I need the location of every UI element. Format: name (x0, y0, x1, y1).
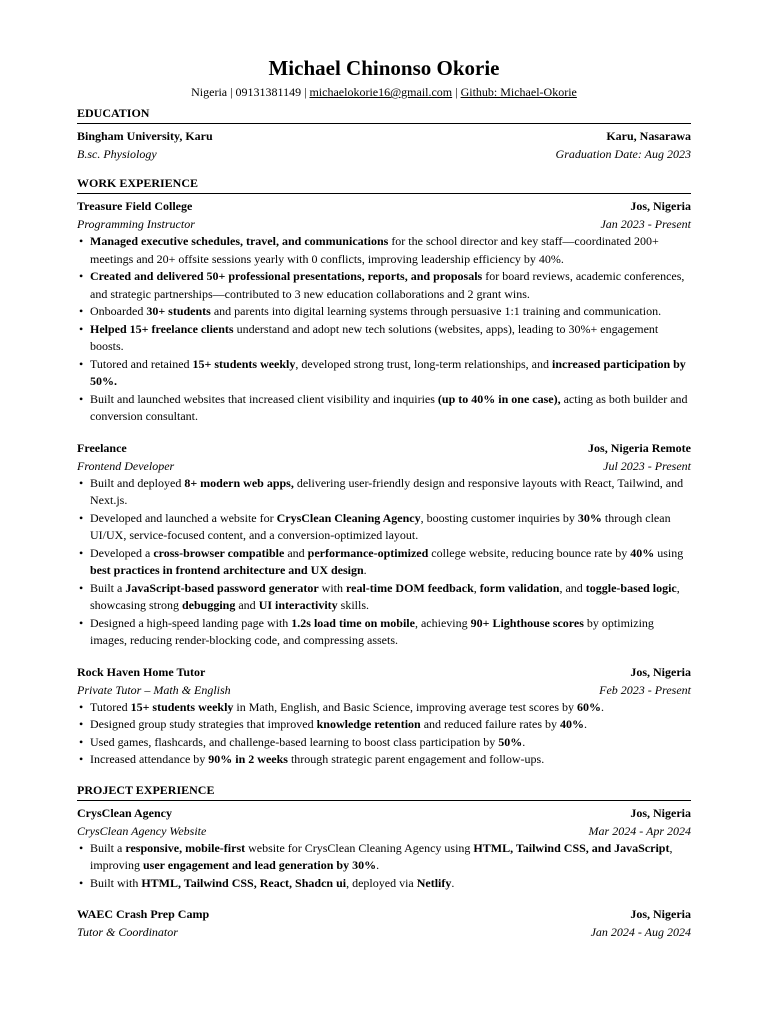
entry (77, 804, 691, 893)
bullet-text-segment: (up to 40% in one case), (437, 391, 561, 406)
entry-organization: CrysClean Agency (77, 805, 172, 820)
contact-prefix: Nigeria | 09131381149 | (191, 85, 310, 99)
bullet-text-segment: , deployed via (346, 875, 417, 890)
entry-dates: Feb 2023 - Present (599, 682, 691, 697)
bullet-list (77, 233, 691, 426)
bullet-text-segment: Created and delivered 50+ professional presentations, reports, and proposals (90, 269, 483, 283)
github-link[interactable]: Github: Michael-Okorie (460, 85, 577, 99)
bullet-text-segment: 40% (630, 545, 655, 560)
graduation-date: Graduation Date: Aug 2023 (555, 147, 691, 161)
entry-role-row (77, 681, 691, 699)
entry-role-row (77, 215, 691, 233)
bullet-item (90, 321, 691, 356)
bullet-text-segment: HTML, Tailwind CSS, and JavaScript (473, 840, 670, 855)
bullet-text-segment: best practices in frontend architecture and UX design (90, 563, 364, 577)
bullet-text-segment: website for CrysClean Cleaning Agency using (245, 840, 474, 855)
bullet-text-segment: Tutored (90, 699, 131, 714)
entry-dates: Mar 2024 - Apr 2024 (588, 823, 691, 838)
bullet-text-segment: and reduced failure rates by (420, 717, 560, 731)
bullet-text-segment: 8+ modern web apps, (184, 475, 294, 490)
bullet-list (77, 475, 691, 650)
bullet-text-segment: performance-optimized (307, 545, 429, 560)
entry-role-row (77, 923, 691, 941)
bullet-item (90, 268, 691, 303)
bullet-text-segment: user engagement and lead generation by 30% (143, 858, 377, 872)
bullet-item (90, 303, 691, 321)
bullet-text-segment: 90% in 2 weeks (208, 752, 288, 766)
bullet-text-segment: UI interactivity (258, 598, 338, 612)
bullet-text-segment: acting as both builder and conversion consultant. (90, 391, 688, 423)
work-section (77, 176, 691, 769)
entry-role: Tutor & Coordinator (77, 925, 178, 939)
bullet-text-segment: Built a (90, 580, 126, 595)
entry-organization: WAEC Crash Prep Camp (77, 907, 210, 921)
bullet-text-segment: and (284, 545, 308, 560)
entry (77, 663, 691, 769)
entry-role: CrysClean Agency Website (77, 823, 207, 838)
bullet-item (90, 391, 691, 426)
education-section (77, 106, 691, 163)
bullet-item (90, 545, 691, 580)
entry-header-row (77, 905, 691, 923)
contact-separator: | (452, 85, 461, 99)
entry (77, 905, 691, 941)
bullet-list (77, 840, 691, 893)
bullet-text-segment: , developed strong trust, long-term relationships, and (295, 356, 553, 371)
bullet-text-segment: . (363, 563, 367, 577)
work-entries (77, 197, 691, 769)
bullet-item (90, 840, 691, 875)
bullet-text-segment: through strategic parent engagement and follow-ups. (287, 752, 545, 766)
bullet-text-segment: and (235, 598, 259, 612)
bullet-text-segment: JavaScript-based password generator (125, 580, 319, 595)
school-name: Bingham University, Karu (77, 129, 213, 143)
bullet-text-segment: toggle-based logic (585, 580, 677, 595)
bullet-text-segment: knowledge retention (316, 717, 421, 731)
bullet-text-segment: 90+ Lighthouse scores (470, 615, 584, 630)
entry-role: Private Tutor – Math & English (77, 682, 231, 697)
bullet-text-segment: 15+ students weekly (130, 699, 234, 714)
school-location: Karu, Nasarawa (606, 129, 691, 143)
project-section (77, 783, 691, 942)
bullet-text-segment: Increased attendance by (90, 752, 209, 766)
entry-role: Programming Instructor (77, 217, 195, 231)
degree: B.sc. Physiology (77, 147, 157, 161)
bullet-text-segment: in Math, English, and Basic Science, improving average test scores by (233, 699, 578, 714)
bullet-text-segment: . (601, 699, 605, 714)
entry-role-row (77, 457, 691, 475)
bullet-item (90, 580, 691, 615)
bullet-item (90, 699, 691, 717)
entry-dates: Jul 2023 - Present (603, 458, 691, 473)
education-degree-row (77, 145, 691, 163)
bullet-item (90, 875, 691, 893)
bullet-item (90, 475, 691, 510)
bullet-text-segment: for board reviews, academic conferences, and strategic partnerships—contributed to 3 new education collaborations and 2 grant wins. (90, 269, 685, 301)
bullet-text-segment: Built and deployed (90, 475, 185, 490)
bullet-text-segment: responsive, mobile-first (125, 840, 246, 855)
project-entries (77, 804, 691, 942)
entry-organization: Rock Haven Home Tutor (77, 664, 206, 679)
bullet-text-segment: Managed executive schedules, travel, and communications (90, 234, 389, 248)
bullet-text-segment: for the school director and key staff—coordinated 200+ meetings and 20+ offsite sessions yearly with 0 conflicts, improving leadership efficiency by 40%. (90, 234, 659, 266)
bullet-text-segment: form validation (479, 580, 560, 595)
bullet-text-segment: 60% (577, 699, 602, 714)
entry-header-row (77, 663, 691, 681)
entry-header-row (77, 804, 691, 822)
bullet-text-segment: Developed and launched a website for (90, 510, 277, 525)
bullet-item (90, 615, 691, 650)
bullet-item (90, 233, 691, 268)
bullet-text-segment: Designed a high-speed landing page with (90, 615, 292, 630)
entry-location: Jos, Nigeria (630, 907, 691, 921)
entry-role-row (77, 822, 691, 840)
bullet-text-segment: Onboarded (90, 304, 147, 318)
bullet-item (90, 510, 691, 545)
bullet-text-segment: . (584, 717, 587, 731)
bullet-text-segment: delivering user-friendly design and responsive layouts with React, Tailwind, and Next.js. (90, 475, 684, 507)
bullet-text-segment: , showcasing strong (90, 580, 680, 612)
contact-line (77, 84, 691, 100)
entry-location: Jos, Nigeria Remote (588, 440, 691, 455)
bullet-text-segment: real-time DOM feedback (346, 580, 474, 595)
bullet-text-segment: Tutored and retained (90, 356, 193, 371)
bullet-text-segment: , and (559, 580, 586, 595)
bullet-text-segment: Used games, flashcards, and challenge-based learning to boost class participation by (90, 734, 499, 749)
bullet-text-segment: , improving (90, 840, 673, 872)
bullet-text-segment: 40% (560, 717, 584, 731)
bullet-item (90, 356, 691, 391)
entry-location: Jos, Nigeria (630, 805, 691, 820)
bullet-text-segment: understand and adopt new tech solutions (websites, apps), leading to 30%+ engagement boosts. (90, 321, 659, 353)
bullet-text-segment: 15+ students weekly (192, 356, 296, 371)
bullet-text-segment: , (473, 580, 480, 595)
bullet-text-segment: Built and launched websites that increased client visibility and inquiries (90, 391, 438, 406)
bullet-text-segment: increased participation by 50%. (90, 356, 686, 388)
entry-location: Jos, Nigeria (630, 199, 691, 213)
bullet-text-segment: HTML, Tailwind CSS, React, Shadcn ui (141, 875, 347, 890)
entry-dates: Jan 2024 - Aug 2024 (590, 925, 691, 939)
bullet-text-segment: and parents into digital learning systems through persuasive 1:1 training and communication. (210, 304, 662, 318)
bullet-text-segment: by optimizing images, reducing render-blocking code, and compressing assets. (90, 615, 654, 647)
bullet-text-segment: college website, reducing bounce rate by (428, 545, 631, 560)
entry-role: Frontend Developer (77, 458, 175, 473)
bullet-text-segment: 50% (498, 734, 523, 749)
bullet-text-segment: Helped 15+ freelance clients (90, 321, 234, 336)
bullet-list (77, 699, 691, 769)
project-title: PROJECT EXPERIENCE (77, 783, 691, 801)
bullet-text-segment: Netlify (416, 875, 452, 890)
bullet-text-segment: Built a (90, 840, 126, 855)
entry-location: Jos, Nigeria (630, 664, 691, 679)
bullet-text-segment: using (654, 545, 684, 560)
bullet-text-segment: CrysClean Cleaning Agency (276, 510, 421, 525)
bullet-text-segment: skills. (337, 598, 370, 612)
bullet-text-segment: with (318, 580, 347, 595)
bullet-item (90, 734, 691, 752)
entry (77, 197, 691, 426)
bullet-text-segment: 1.2s load time on mobile (291, 615, 415, 630)
bullet-text-segment: . (522, 734, 526, 749)
bullet-text-segment: . (376, 858, 380, 872)
entry-organization: Freelance (77, 440, 127, 455)
bullet-item (90, 716, 691, 734)
email-link[interactable]: michaelokorie16@gmail.com (309, 85, 453, 99)
bullet-text-segment: 30+ students (146, 304, 211, 318)
bullet-text-segment: cross-browser compatible (153, 545, 285, 560)
entry-dates: Jan 2023 - Present (600, 217, 691, 231)
bullet-text-segment: Designed group study strategies that improved (90, 717, 317, 731)
entry-organization: Treasure Field College (77, 199, 193, 213)
bullet-item (90, 751, 691, 769)
bullet-text-segment: . (451, 875, 455, 890)
entry (77, 439, 691, 650)
bullet-text-segment: debugging (182, 598, 236, 612)
education-title: EDUCATION (77, 106, 691, 124)
candidate-name: Michael Chinonso Okorie (268, 56, 500, 80)
education-school-row (77, 127, 691, 145)
bullet-text-segment: Built with (90, 875, 142, 890)
entry-header-row (77, 439, 691, 457)
bullet-text-segment: through clean UI/UX, service-focused content, and a conversion-optimized layout. (90, 510, 671, 542)
entry-header-row (77, 197, 691, 215)
bullet-text-segment: 30% (577, 510, 602, 525)
bullet-text-segment: Developed a (90, 545, 154, 560)
bullet-text-segment: , boosting customer inquiries by (420, 510, 578, 525)
bullet-text-segment: , achieving (414, 615, 471, 630)
work-title: WORK EXPERIENCE (77, 176, 691, 194)
